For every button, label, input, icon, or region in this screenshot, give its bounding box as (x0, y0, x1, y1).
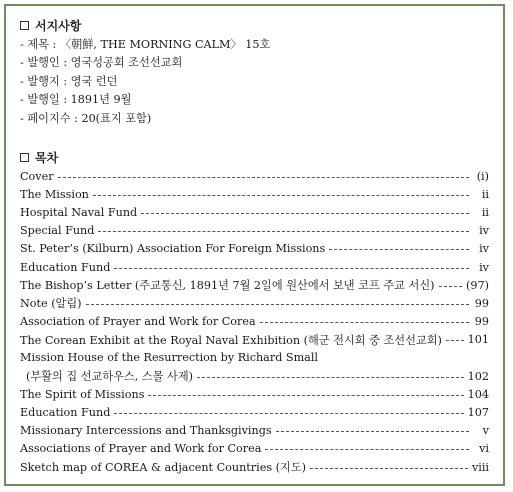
dotted-leader (310, 468, 468, 469)
dotted-leader (58, 177, 469, 178)
toc-entry-title: The Corean Exhibit at the Royal Naval Exhibition (해군 전시회 중 조선선교회) (20, 333, 442, 347)
toc-section (20, 148, 489, 476)
toc-list (20, 167, 489, 476)
toc-entry-page: 104 (467, 387, 489, 401)
toc-entry-title: Hospital Naval Fund (20, 205, 138, 219)
checkbox-icon (20, 21, 29, 30)
dotted-leader (446, 340, 464, 341)
dotted-leader (260, 322, 469, 323)
dotted-leader (439, 286, 463, 287)
dotted-leader (114, 268, 469, 269)
dotted-leader (86, 304, 469, 305)
toc-entry-title: Special Fund (20, 224, 95, 238)
bib-place-line: - 발행지 : 영국 런던 (20, 74, 118, 88)
toc-entry-page: 99 (474, 296, 489, 310)
toc-entry-title: (부활의 집 선교하우스, 스몰 사제) (26, 370, 194, 384)
toc-entry (20, 203, 489, 221)
toc-entry (20, 185, 489, 203)
toc-entry (20, 276, 489, 294)
toc-entry-page: iv (479, 242, 489, 256)
toc-entry-page: 99 (474, 315, 489, 329)
toc-entry (20, 422, 489, 440)
toc-entry-page: 102 (467, 369, 489, 383)
toc-entry-page: 101 (467, 333, 489, 347)
bib-title-line: - 제목 : 〈朝鮮, THE MORNING CALM〉 15호 (20, 38, 271, 51)
toc-entry (20, 313, 489, 331)
toc-entry-title: The Spirit of Missions (20, 387, 145, 401)
toc-entry-page: ii (481, 205, 489, 219)
toc-entry (20, 385, 489, 403)
dotted-leader (141, 213, 469, 214)
toc-entry (20, 240, 489, 258)
bib-heading (20, 16, 489, 34)
toc-entry (20, 440, 489, 458)
toc-entry (20, 367, 489, 385)
bib-publisher-line: - 발행인 : 영국성공회 조선선교회 (20, 56, 183, 70)
toc-entry-title: Education Fund (20, 260, 111, 274)
toc-entry-page: iv (479, 224, 489, 238)
toc-entry (20, 349, 489, 367)
toc-entry (20, 403, 489, 421)
toc-entry-title: Note (알림) (20, 297, 82, 311)
bibliographic-section (20, 16, 489, 128)
toc-entry (20, 458, 489, 476)
toc-entry-title: Missionary Intercessions and Thanksgivings (20, 424, 272, 438)
dotted-leader (114, 413, 463, 414)
toc-entry (20, 167, 489, 185)
dotted-leader (329, 249, 469, 250)
dotted-leader (265, 449, 469, 450)
toc-entry-title: Associations of Prayer and Work for Corea (20, 442, 262, 456)
toc-entry-title: The Bishop’s Letter (주교통신, 1891년 7월 2일에 원산에서 보낸 코프 주교 서신) (20, 279, 435, 293)
bib-pages-line: - 페이지수 : 20(표지 포함) (20, 111, 152, 125)
toc-entry-title: Education Fund (20, 406, 111, 420)
toc-entry-title: Sketch map of COREA & adjacent Countries (지도) (20, 461, 306, 475)
toc-entry (20, 294, 489, 312)
toc-entry-page: v (482, 424, 489, 438)
dotted-leader (93, 195, 469, 196)
toc-heading (20, 148, 489, 166)
toc-entry-page: ii (481, 187, 489, 201)
toc-entry-title: Association of Prayer and Work for Corea (20, 315, 256, 329)
toc-entry (20, 331, 489, 349)
checkbox-icon (20, 153, 29, 162)
bib-heading-label: 서지사항 (35, 18, 82, 33)
dotted-leader (276, 431, 469, 432)
toc-entry-page: 107 (467, 406, 489, 420)
toc-entry-title: Mission House of the Resurrection by Richard Small (20, 351, 319, 365)
toc-entry-page: iv (479, 260, 489, 274)
toc-entry-page: viii (471, 460, 489, 474)
toc-entry (20, 258, 489, 276)
bib-date-line: - 발행일 : 1891년 9월 (20, 93, 132, 107)
dotted-leader (148, 395, 463, 396)
toc-entry-title: Cover (20, 169, 54, 183)
toc-entry (20, 222, 489, 240)
toc-entry-title: The Mission (20, 187, 89, 201)
toc-heading-label: 목차 (35, 150, 59, 165)
toc-entry-page: vi (479, 442, 489, 456)
toc-entry-title: St. Peter’s (Kilburn) Association For Foreign Missions (20, 242, 326, 256)
toc-entry-page: (i) (476, 169, 489, 183)
toc-entry-page: (97) (466, 278, 489, 292)
dotted-leader (98, 231, 469, 232)
dotted-leader (197, 377, 464, 378)
document-frame (4, 4, 505, 486)
